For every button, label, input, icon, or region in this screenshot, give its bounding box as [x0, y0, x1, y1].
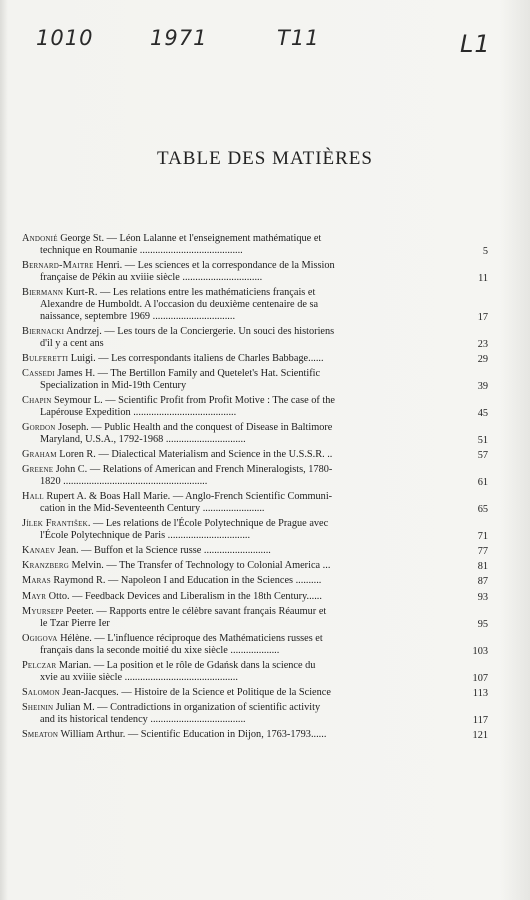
toc-page-number: 29 [477, 353, 488, 365]
toc-page-number: 11 [478, 272, 488, 284]
toc-entry-text [22, 422, 488, 446]
toc-entry-text [22, 449, 488, 461]
toc-author: Sheinin [22, 701, 54, 713]
toc-entry [22, 633, 488, 657]
toc-author: Maras [22, 575, 51, 587]
toc-page-number: 39 [477, 380, 488, 392]
toc-entry-text [22, 287, 488, 322]
toc-entry-first-line [22, 395, 454, 407]
toc-title: Andrzej. — Les tours de la Conciergerie. Un souci des historiens [64, 325, 335, 337]
handwritten-note-3: T11 [277, 26, 320, 50]
toc-page-number: 71 [477, 530, 488, 542]
toc-title: Luigi. — Les correspondants italiens de Charles Babbage...... [68, 352, 324, 364]
toc-entry [22, 422, 488, 446]
toc-title-continuation: Lapérouse Expedition ........................................ [40, 406, 237, 418]
toc-author: Biernacki [22, 325, 65, 337]
toc-entry [22, 464, 488, 488]
toc-title: Rupert A. & Boas Hall Marie. — Anglo-French Scientific Communi- [43, 491, 333, 503]
toc-page-number: 61 [477, 476, 488, 488]
toc-title: . — Les relations de l'École Polytechnique de Prague avec [87, 518, 329, 530]
toc-entry-first-line [22, 260, 454, 272]
toc-title: Marian. — La position et le rôle de Gdańsk dans la science du [56, 659, 316, 671]
toc-entry [22, 560, 488, 572]
toc-page-number: 113 [472, 687, 488, 699]
toc-entry-first-line [22, 560, 454, 572]
page-title: TABLE DES MATIÈRES [157, 148, 373, 169]
toc-author: Hall [22, 491, 44, 503]
toc-entry-first-line [22, 591, 454, 603]
handwritten-note-1: 1010 [36, 26, 94, 50]
toc-page-number: 23 [477, 338, 488, 350]
toc-entry [22, 449, 488, 461]
toc-entry-text [22, 518, 488, 542]
toc-entry-text [22, 260, 488, 284]
toc-page-number: 57 [477, 449, 488, 461]
toc-author: Smeaton [22, 728, 59, 740]
toc-author: Jílek František [22, 518, 88, 530]
toc-entry-first-line [22, 422, 454, 434]
toc-title: George St. — Léon Lalanne et l'enseignement mathématique et [57, 233, 322, 244]
toc-entry-first-line [22, 368, 454, 380]
toc-entry-text [22, 395, 488, 419]
toc-entry-text [22, 660, 488, 684]
toc-title-continuation: cation in the Mid-Seventeenth Century ........................ [40, 502, 265, 514]
toc-title: John C. — Relations of American and French Mineralogists, 1780- [53, 464, 333, 476]
toc-page-number: 121 [472, 729, 488, 741]
toc-page-number: 107 [472, 672, 488, 684]
toc-page-number: 103 [472, 645, 488, 657]
toc-title: James H. — The Bertillon Family and Quetelet's Hat. Scientific [54, 367, 321, 379]
toc-title: Otto. — Feedback Devices and Liberalism in the 18th Century...... [46, 590, 322, 602]
toc-title: Jean-Jacques. — Histoire de la Science et Politique de la Science [59, 686, 331, 698]
toc-entry [22, 591, 488, 603]
toc-entry-text [22, 233, 488, 257]
toc-title: Joseph. — Public Health and the conquest of Disease in Baltimore [55, 421, 333, 433]
toc-title: William Arthur. — Scientific Education in Dijon, 1763-1793...... [58, 728, 327, 740]
toc-entry-text [22, 606, 488, 630]
toc-entry-text [22, 702, 488, 726]
toc-entry [22, 395, 488, 419]
toc-title-continuation: and its historical tendency ..................................... [40, 713, 246, 725]
toc-page-number: 65 [477, 503, 488, 515]
toc-author: Bernard-Maitre [22, 259, 94, 271]
toc-page-number: 93 [477, 591, 488, 603]
handwritten-note-2: 1971 [150, 26, 208, 50]
toc-title: Julian M. — Contradictions in organization of scientific activity [53, 701, 321, 713]
toc-author: Cassedi [22, 367, 55, 379]
toc-title: Henri. — Les sciences et la correspondance de la Mission [93, 259, 335, 271]
toc-entry-text [22, 368, 488, 392]
toc-entry-first-line [22, 233, 454, 245]
toc-title: Kurt-R. — Les relations entre les mathématiciens français et [63, 286, 316, 298]
toc-author: Myursepp [22, 605, 64, 617]
toc-title: Loren R. — Dialectical Materialism and Science in the U.S.S.R. .. [56, 448, 333, 460]
toc-entry [22, 368, 488, 392]
toc-entry-text [22, 591, 488, 603]
toc-entry [22, 233, 488, 257]
toc-entry-first-line [22, 491, 454, 503]
toc-entry [22, 729, 488, 741]
toc-page-number: 5 [482, 245, 488, 257]
toc-author: Biermann [22, 286, 64, 298]
toc-author: Chapin [22, 394, 52, 406]
toc-entry [22, 606, 488, 630]
toc-author: Bulferetti [22, 352, 69, 364]
toc-entry-text [22, 633, 488, 657]
toc-page-number: 87 [477, 576, 488, 588]
toc-entry [22, 575, 488, 587]
toc-title-continuation: technique en Roumanie ........................................ [40, 244, 243, 256]
toc-entry [22, 702, 488, 726]
toc-entry-text [22, 353, 488, 365]
toc-title-continuation: 1820 ........................................................ [40, 475, 208, 487]
toc-title-continuation: le Tzar Pierre Ier [40, 617, 110, 629]
toc-title: Seymour L. — Scientific Profit from Profit Motive : The case of the [51, 394, 335, 406]
toc-entry-text [22, 464, 488, 488]
toc-title-continuation: naissance, septembre 1969 ................................ [40, 310, 236, 322]
toc-entry [22, 287, 488, 322]
toc-entry-text [22, 560, 488, 572]
toc-entry-text [22, 491, 488, 515]
toc-page-number: 51 [477, 434, 488, 446]
table-of-contents [22, 233, 488, 744]
toc-author: Kanaev [22, 545, 56, 557]
toc-entry-text [22, 545, 488, 557]
toc-entry [22, 326, 488, 350]
toc-page-number: 95 [477, 618, 488, 630]
toc-entry [22, 545, 488, 557]
toc-author: Ogigova [22, 632, 58, 644]
toc-entry [22, 353, 488, 365]
toc-page-number: 117 [472, 714, 488, 726]
toc-entry-text [22, 326, 488, 350]
toc-author: Salomon [22, 686, 60, 698]
toc-title-continuation: l'École Polytechnique de Paris ................................ [40, 529, 251, 541]
toc-entry-first-line [22, 729, 454, 741]
toc-page-number: 77 [477, 546, 488, 558]
toc-author: Andonié [22, 233, 58, 244]
toc-title: Peeter. — Rapports entre le célèbre savant français Réaumur et [63, 605, 327, 617]
toc-entry-first-line [22, 660, 454, 672]
toc-title-continuation: Alexandre de Humboldt. A l'occasion du deuxième centenaire de sa [40, 298, 319, 310]
toc-entry-first-line [22, 633, 454, 645]
toc-entry-first-line [22, 449, 454, 461]
toc-title-continuation: Specialization in Mid-19th Century [40, 379, 187, 391]
toc-entry [22, 260, 488, 284]
toc-entry-first-line [22, 545, 454, 557]
toc-page-number: 45 [477, 407, 488, 419]
toc-entry-first-line [22, 326, 454, 338]
toc-author: Greene [22, 464, 54, 476]
toc-author: Pelczar [22, 659, 57, 671]
handwritten-note-4: L1 [460, 30, 491, 58]
toc-author: Mayr [22, 590, 47, 602]
toc-title: Jean. — Buffon et la Science russe .......................... [55, 545, 271, 557]
toc-entry-text [22, 729, 488, 741]
toc-title: Hélène. — L'influence réciproque des Mathématiciens russes et [57, 632, 323, 644]
toc-author: Gordon [22, 421, 56, 433]
toc-title-continuation: Maryland, U.S.A., 1792-1968 ............................... [40, 433, 246, 445]
toc-entry-text [22, 687, 488, 699]
toc-entry-first-line [22, 687, 454, 699]
toc-author: Kranzberg [22, 560, 69, 572]
toc-entry-first-line [22, 464, 454, 476]
toc-entry-first-line [22, 702, 454, 714]
toc-page-number: 17 [477, 311, 488, 323]
toc-entry-first-line [22, 353, 454, 365]
toc-entry-first-line [22, 606, 454, 618]
toc-page-number: 81 [477, 561, 488, 573]
toc-entry [22, 518, 488, 542]
toc-title-continuation: d'il y a cent ans [40, 337, 104, 349]
toc-author: Graham [22, 448, 57, 460]
toc-entry-first-line [22, 518, 454, 530]
toc-entry-text [22, 575, 488, 587]
toc-entry-first-line [22, 287, 454, 299]
toc-entry-first-line [22, 575, 454, 587]
toc-title-continuation: français dans la seconde moitié du xixe siècle ................... [40, 644, 280, 656]
toc-entry [22, 687, 488, 699]
toc-title: Melvin. — The Transfer of Technology to Colonial America ... [68, 560, 331, 572]
toc-entry [22, 491, 488, 515]
toc-title-continuation: xvie au xviiie siècle ............................................ [40, 671, 238, 683]
toc-title: Raymond R. — Napoleon I and Education in the Sciences .......... [50, 575, 322, 587]
toc-entry [22, 660, 488, 684]
toc-title-continuation: française de Pékin au xviiie siècle ............................... [40, 271, 263, 283]
